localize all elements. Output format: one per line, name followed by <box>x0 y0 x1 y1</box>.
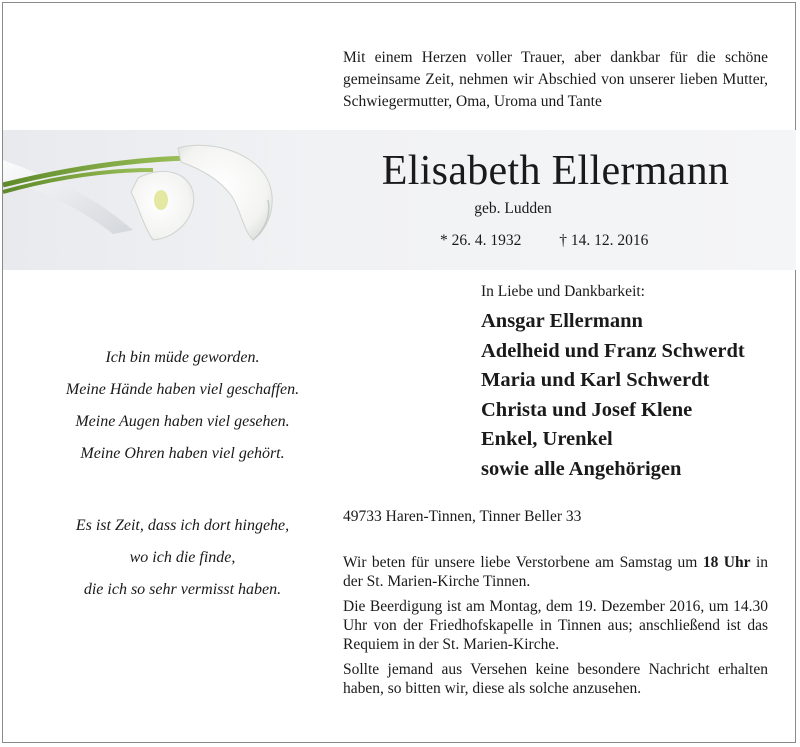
service-notes <box>343 553 768 704</box>
address: 49733 Haren-Tinnen, Tinner Beller 33 <box>343 508 582 525</box>
prayer-note <box>343 553 768 591</box>
mourner-name: Enkel, Urenkel <box>481 428 613 450</box>
intro-text: Mit einem Herzen voller Trauer, aber dankbar für die schöne gemeinsame Zeit, nehmen wir Abschied von unserer lieben Mutter, Schwiegermutter, Oma, Uroma und Tante <box>343 49 768 110</box>
poem-stanza-1 <box>30 342 335 470</box>
death-date: † 14. 12. 2016 <box>559 232 649 249</box>
life-dates <box>440 232 648 250</box>
poem-line: Ich bin müde geworden. <box>105 349 260 366</box>
birth-date: * 26. 4. 1932 <box>440 232 522 249</box>
poem-line: Meine Ohren haben viel gehört. <box>80 445 285 462</box>
funeral-note: Die Beerdigung ist am Montag, dem 19. Dezember 2016, um 14.30 Uhr von der Friedhofskapelle in Tinnen aus; anschließend ist das Requiem in der St. Marien-Kirche. <box>343 598 768 653</box>
mourner-name: Adelheid und Franz Schwerdt <box>481 339 745 362</box>
mourner-name: Ansgar Ellermann <box>481 310 643 332</box>
prayer-location: in der St. Marien-Kirche Tinnen. <box>343 554 769 590</box>
poem-line: Meine Hände haben viel geschaffen. <box>65 381 300 398</box>
calla-lily-icon <box>3 130 303 270</box>
notice-note: Sollte jemand aus Versehen keine besondere Nachricht erhalten haben, so bitten wir, diese als solche anzusehen. <box>343 661 768 697</box>
prayer-text: Wir beten für unsere liebe Verstorbene am Samstag um <box>343 554 698 571</box>
poem-stanza-2 <box>30 510 335 606</box>
maiden-name: geb. Ludden <box>474 200 552 217</box>
poem-line: Es ist Zeit, dass ich dort hingehe, <box>75 517 290 534</box>
poem-line: Meine Augen haben viel gesehen. <box>75 413 290 430</box>
mourner-name: Maria und Karl Schwerdt <box>481 369 710 391</box>
mourners-list <box>481 307 745 484</box>
poem-line: wo ich die finde, <box>129 549 236 566</box>
mourner-name: Christa und Josef Klene <box>481 398 693 421</box>
prayer-time: 18 Uhr <box>702 554 751 571</box>
poem-line: die ich so sehr vermisst haben. <box>83 581 282 598</box>
mourners-intro: In Liebe und Dankbarkeit: <box>481 283 645 300</box>
deceased-name: Elisabeth Ellermann <box>381 148 730 194</box>
mourner-name: sowie alle Angehörigen <box>481 457 682 480</box>
